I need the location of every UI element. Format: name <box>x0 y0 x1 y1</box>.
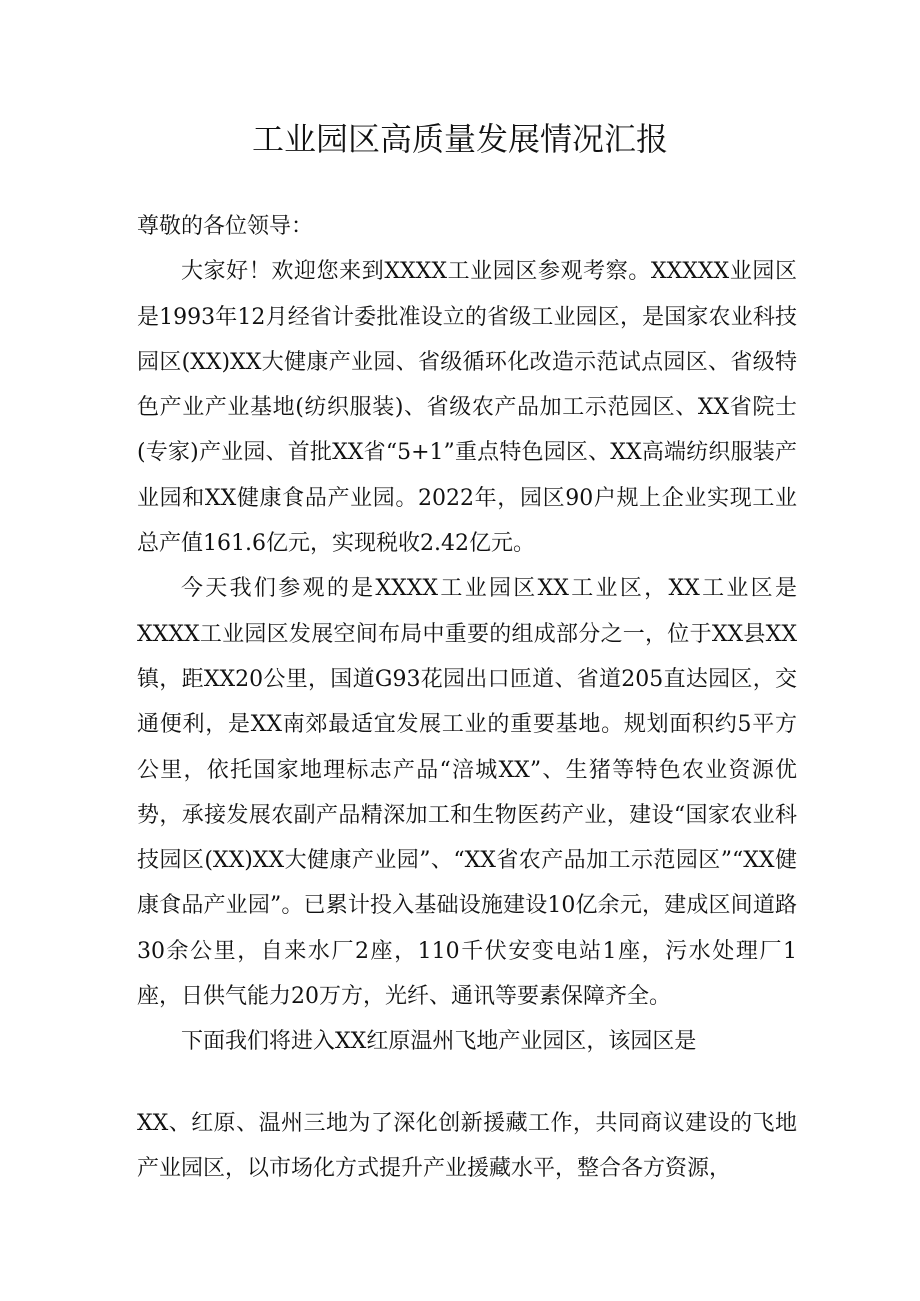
document-body <box>137 204 797 1191</box>
paragraph-industrial-zone: 今天我们参观的是XXXX工业园区XX工业区，XX工业区是XXXX工业园区发展空间布局中重要的组成部分之一，位于XX县XX镇，距XX20公里，国道G93花园出口匝道、省道205直达园区，交通便利，是XX南郊最适宜发展工业的重要基地。规划面积约5平方公里，依托国家地理标志产品“涪城XX”、生猪等特色农业资源优势，承接发展农副产品精深加工和生物医药产业，建设“国家农业科技园区(XX)XX大健康产业园”、“XX省农产品加工示范园区”“XX健康食品产业园”。已累计投入基础设施建设10亿余元，建成区间道路30余公里，自来水厂2座，110千伏安变电站1座，污水处理厂1座，日供气能力20万方，光纤、通讯等要素保障齐全。 <box>137 576 797 1010</box>
paragraph-intro: 大家好！欢迎您来到XXXX工业园区参观考察。XXXXX业园区是1993年12月经省计委批准设立的省级工业园区，是国家农业科技园区(XX)XX大健康产业园、省级循环化改造示范试点园区、省级特色产业产业基地(纺织服装)、省级农产品加工示范园区、XX省院士(专家)产业园、首批XX省“5+1”重点特色园区、XX高端纺织服装产业园和XX健康食品产业园。2022年，园区90户规上企业实现工业总产值161.6亿元，实现税收2.42亿元。 <box>137 259 797 557</box>
paragraph-next-park: 下面我们将进入XX红原温州飞地产业园区，该园区是 <box>181 1029 697 1055</box>
paragraph-continuation: XX、红原、温州三地为了深化创新援藏工作，共同商议建设的飞地产业园区，以市场化方式提升产业援藏水平，整合各方资源， <box>137 1110 797 1181</box>
salutation: 尊敬的各位领导： <box>137 214 314 239</box>
document-title: 工业园区高质量发展情况汇报 <box>251 120 668 158</box>
